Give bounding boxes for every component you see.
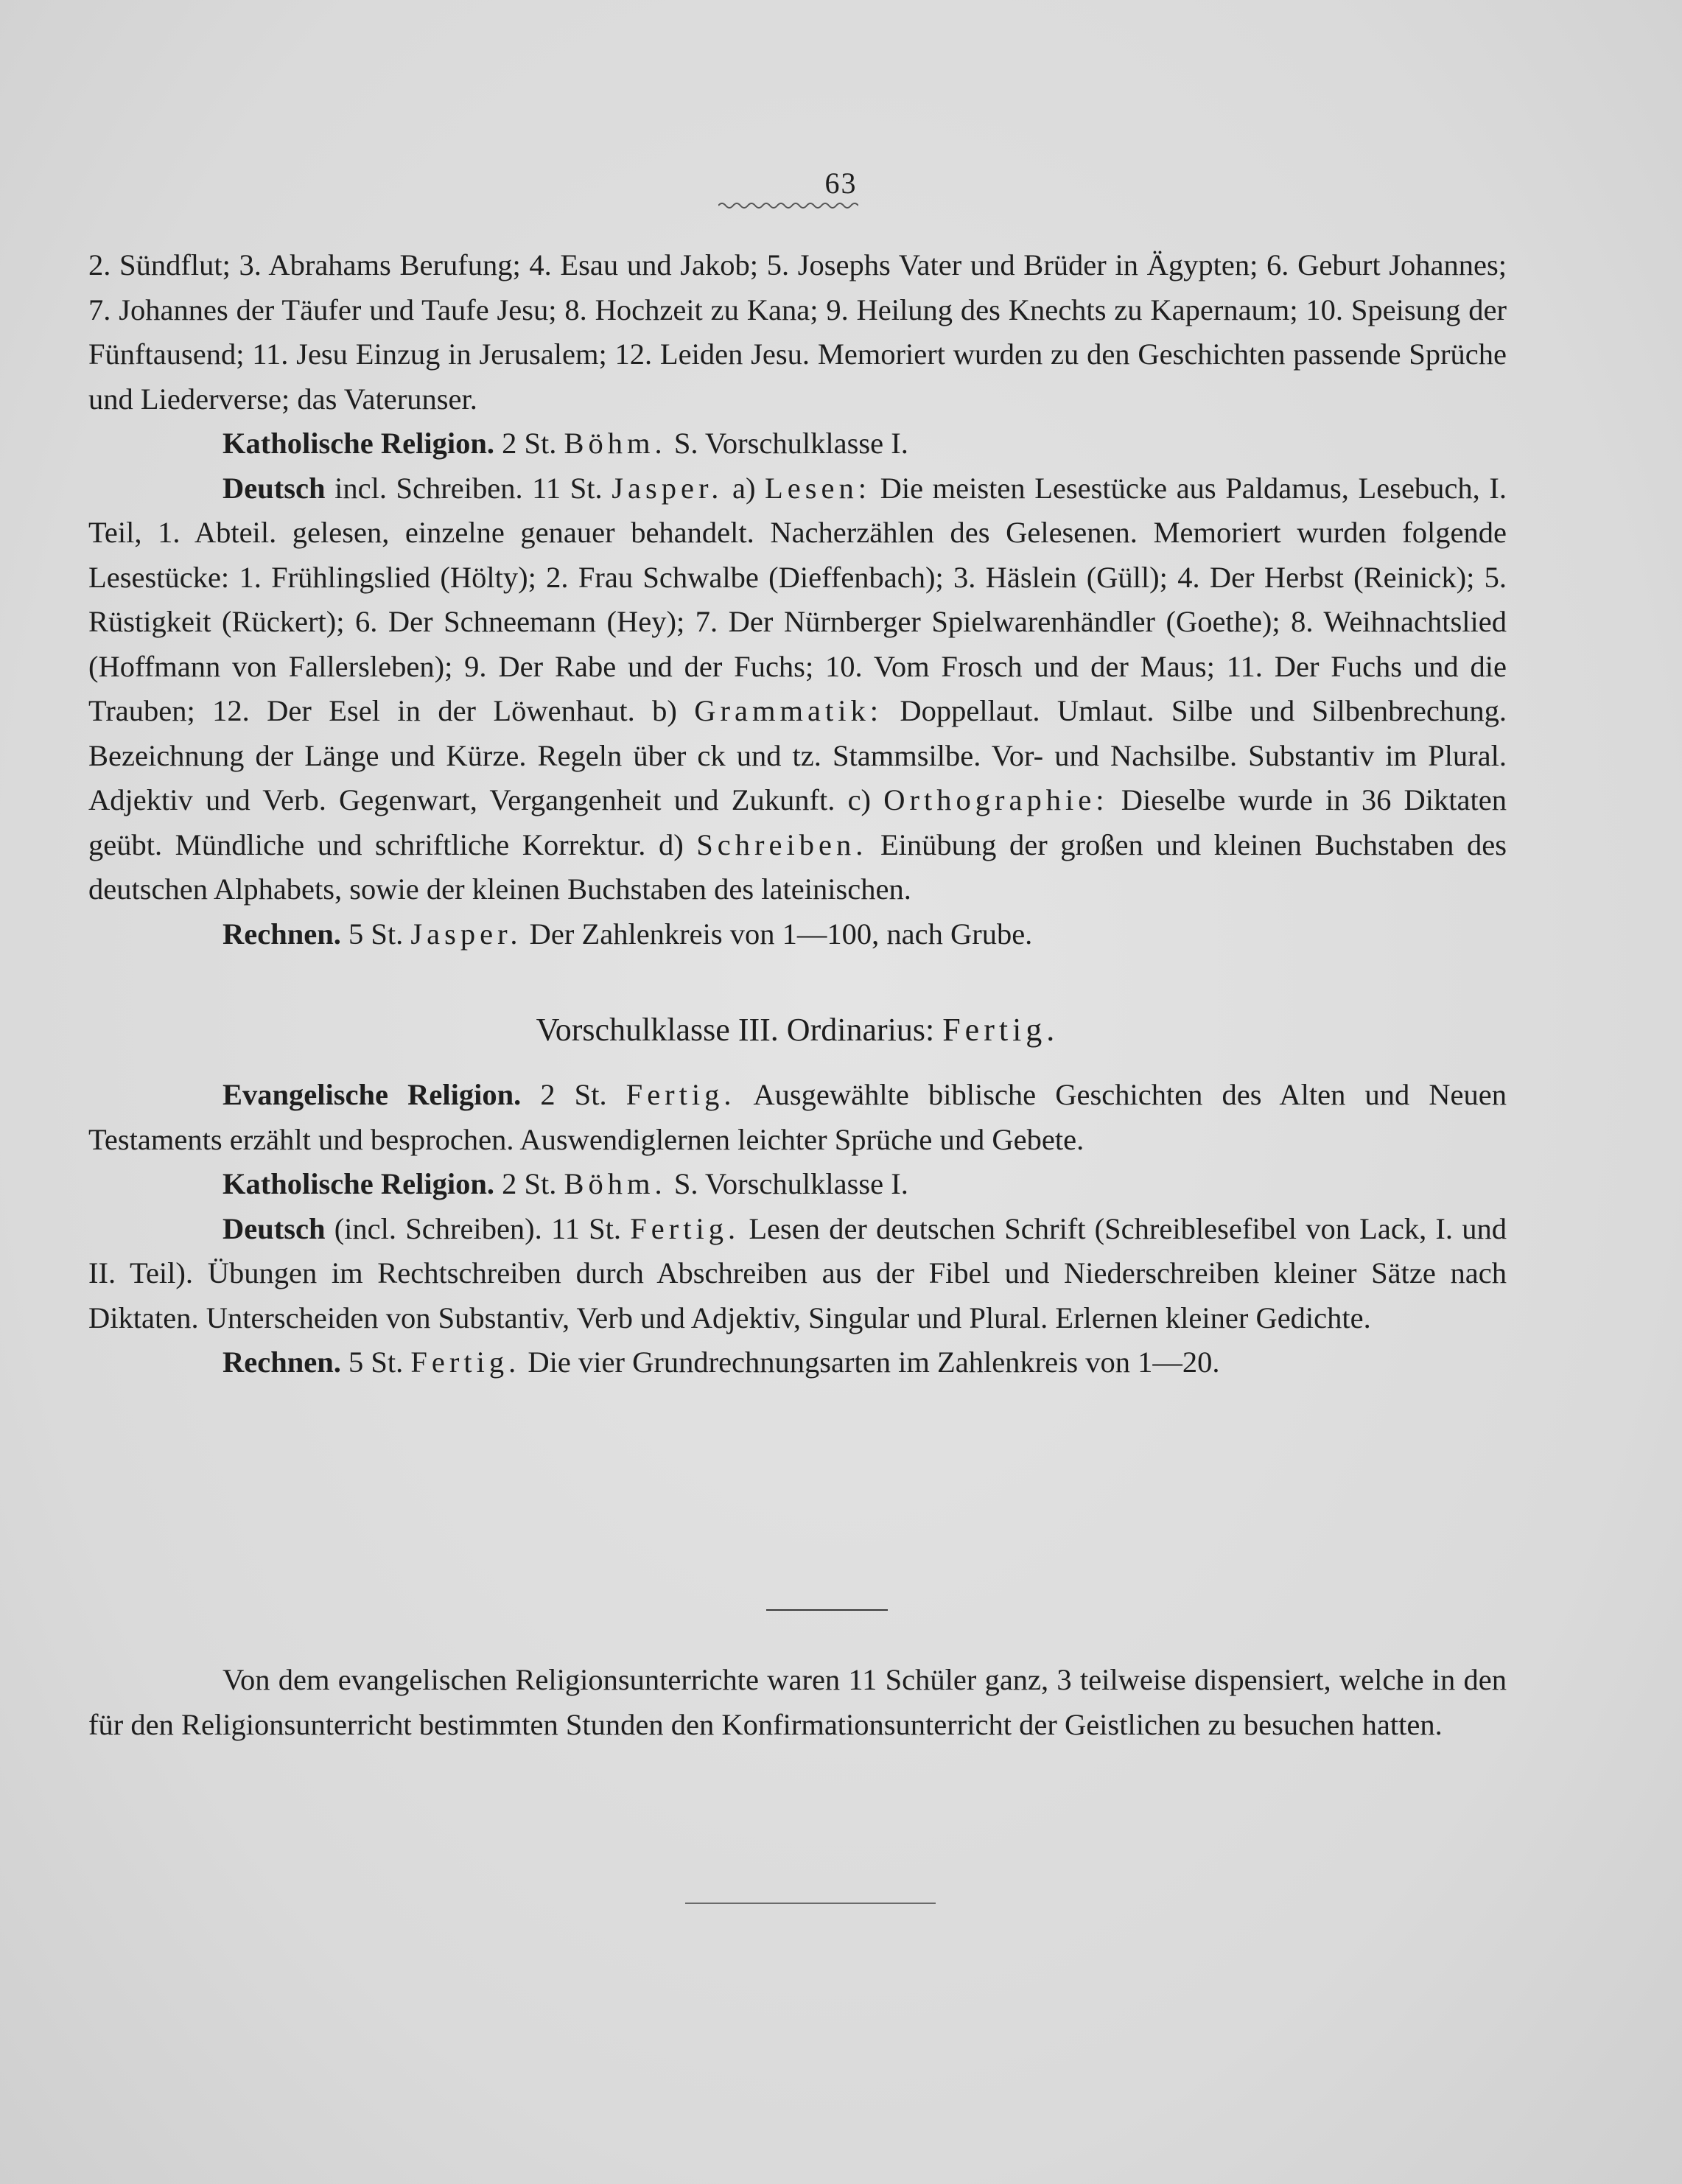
teacher-name: Jasper. xyxy=(612,471,723,505)
deutsch-paragraph-1 xyxy=(88,466,1507,912)
spaced-label: Orthographie: xyxy=(883,783,1109,816)
subject-title: Deutsch xyxy=(222,471,326,505)
teacher-name: Fertig. xyxy=(410,1345,521,1379)
page-number: 63 xyxy=(824,167,858,200)
end-rule xyxy=(685,1903,936,1904)
continuation-paragraph: 2. Sündflut; 3. Abrahams Berufung; 4. Esau und Jakob; 5. Josephs Vater und Brüder in Ägypten; 6. Geburt Johannes; 7. Johannes der Täufer und Taufe Jesu; 8. Hochzeit zu Kana; 9. Heilung des Knechts zu Kapernaum; 10. Speisung der Fünftausend; 11. Jesu Einzug in Jerusalem; 12. Leiden Jesu. Memoriert wurden zu den Geschichten passende Sprüche und Liederverse; das Vaterunser. xyxy=(88,248,1507,416)
class-name: Vorschulklasse III. xyxy=(536,1012,779,1048)
kath-religion-paragraph-1 xyxy=(88,421,1507,466)
rechnen-paragraph-1 xyxy=(88,912,1507,957)
text-run: Ausgewählte biblische Geschichten des Alten und Neuen Testaments erzählt und besprochen. Auswendiglernen leichter Sprüche und Gebete. xyxy=(88,1078,1507,1156)
text-run: Die meisten Lesestücke aus Paldamus, Lesebuch, I. Teil, 1. Abteil. gelesen, einzelne genauer behandelt. Nacherzählen des Gelesenen. Memoriert wurden folgende Lesestücke: 1. Frühlingslied (Hölty); 2. Frau Schwalbe (Dieffenbach); 3. Häslein (Güll); 4. Der Herbst (Reinick); 5. Rüstigkeit (Rückert); 6. Der Schneemann (Hey); 7. Der Nürnberger Spielwarenhändler (Goethe); 8. Weihnachtslied (Hoffmann von Fallersleben); 9. Der Rabe und der Fuchs; 10. Vom Frosch und der Maus; 11. Der Fuchs und die Trauben; 12. Der Esel in der Löwenhaut. b) xyxy=(88,471,1507,727)
ordinarius-label: Ordinarius: xyxy=(778,1012,943,1048)
subject-title: Deutsch xyxy=(222,1211,326,1245)
teacher-name: Böhm. xyxy=(564,427,667,460)
text-run: a) xyxy=(723,471,765,505)
teacher-name: Jasper. xyxy=(410,917,522,951)
subject-title: Katholische Religion. xyxy=(222,1167,495,1200)
subject-title: Rechnen. xyxy=(222,1345,341,1379)
deutsch-paragraph-2 xyxy=(88,1207,1507,1341)
text-run: 2 St. xyxy=(494,427,564,460)
section-heading xyxy=(88,1008,1507,1052)
text-run: Dieselbe wurde in 36 Diktaten geübt. Mündliche und schriftliche Korrektur. d) xyxy=(88,783,1507,861)
subject-title: Evangelische Religion. xyxy=(222,1078,522,1111)
spaced-label: Schreiben. xyxy=(696,827,868,861)
text-run: Lesen der deutschen Schrift (Schreiblesefibel von Lack, I. und II. Teil). Übungen im Rechtschreiben durch Abschreiben aus der Fibel und Niederschreiben kleiner Sätze nach Diktaten. Unterscheiden von Substantiv, Verb und Adjektiv, Singular und Plural. Erlernen kleiner Gedichte. xyxy=(88,1211,1507,1334)
main-text xyxy=(88,243,1507,1385)
text-run: S. Vorschulklasse I. xyxy=(666,427,908,460)
footnote-block xyxy=(88,1658,1507,1747)
text-run: 2 St. xyxy=(494,1167,564,1200)
text-run: (incl. Schreiben). 11 St. xyxy=(325,1211,631,1245)
text-run: Einübung der großen und kleinen Buchstaben des deutschen Alphabets, sowie der kleinen Buchstaben des lateinischen. xyxy=(88,827,1507,906)
spaced-label: Grammatik: xyxy=(694,694,883,727)
text-run: 2 St. xyxy=(521,1078,626,1111)
teacher-name: Böhm. xyxy=(564,1167,667,1200)
rechnen-paragraph-2 xyxy=(88,1340,1507,1385)
text-run: Die vier Grundrechnungsarten im Zahlenkreis von 1—20. xyxy=(520,1345,1220,1379)
text-run: 5 St. xyxy=(340,917,411,951)
text-run: 5 St. xyxy=(340,1345,411,1379)
teacher-name: Fertig. xyxy=(630,1211,740,1245)
footnote-paragraph: Von dem evangelischen Religionsunterrichte waren 11 Schüler ganz, 3 teilweise dispensiert, welche in den für den Religionsunterricht bestimmten Stunden den Konfirmationsunterricht der Geistlichen zu besuchen hatten. xyxy=(88,1663,1507,1741)
teacher-name: Fertig. xyxy=(626,1078,736,1111)
text-run: Der Zahlenkreis von 1—100, nach Grube. xyxy=(522,917,1033,951)
kath-religion-paragraph-2 xyxy=(88,1162,1507,1207)
teacher-name: Fertig. xyxy=(942,1012,1059,1048)
spaced-label: Lesen: xyxy=(765,471,871,505)
text-run: incl. Schreiben. 11 St. xyxy=(325,471,612,505)
ev-religion-paragraph xyxy=(88,1073,1507,1162)
text-run: S. Vorschulklasse I. xyxy=(666,1167,908,1200)
subject-title: Rechnen. xyxy=(222,917,341,951)
divider-rule xyxy=(766,1609,888,1611)
wavy-ornament xyxy=(718,200,858,211)
subject-title: Katholische Religion. xyxy=(222,427,495,460)
text-run: Doppellaut. Umlaut. Silbe und Silbenbrechung. Bezeichnung der Länge und Kürze. Regeln über ck und tz. Stammsilbe. Vor- und Nachsilbe. Substantiv im Plural. Adjektiv und Verb. Gegenwart, Vergangenheit und Zukunft. c) xyxy=(88,694,1507,816)
